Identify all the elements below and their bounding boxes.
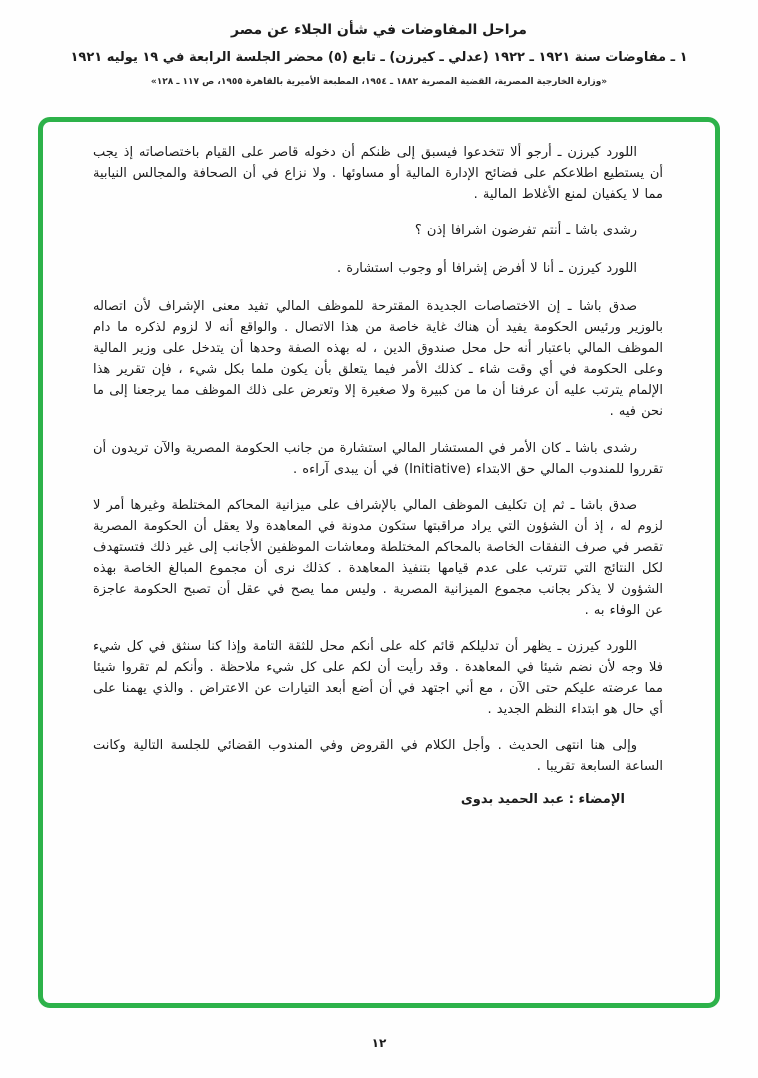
dialogue-paragraph: اللورد كيرزن ـ يظهر أن تدليلكم قائم كله على أنكم محل للثقة التامة وإذا كنا سنثق في كل شيء فلا وجه لأن نضم شيئا في المعاهدة . وقد رأيت أن لكم على كل شيء ملاحظة . وأنكم لم تقروا شيئا مما عرضته عليكم حتى الآن ، مع أني اجتهد في أن أضع أبعد التيارات عن الاعتراض . والذي يهمنا على أي حال هو ابتداء النظم الجديد .	[93, 638, 663, 718]
closing-paragraph: وإلى هنا انتهى الحديث . وأجل الكلام في القروض وفي المندوب القضائي للجلسة التالية وكانت الساعة السابعة تقريبا .	[93, 738, 663, 775]
document-subtitle: ١ ـ مفاوضات سنة ١٩٢١ ـ ١٩٢٢ (عدلي ـ كيرزن) ـ تابع (٥) محضر الجلسة الرابعة في ١٩ يوليه ١٩٢١	[70, 50, 688, 65]
signature-line: الإمضاء : عبد الحميد بدوى	[460, 792, 625, 808]
document-source-citation: «وزارة الخارجية المصرية، القضية المصرية ١٨٨٢ ـ ١٩٥٤، المطبعة الأميرية بالقاهرة ١٩٥٥، ص ١١٧ ـ ١٢٨»	[150, 77, 608, 87]
dialogue-paragraph: رشدى باشا ـ كان الأمر في المستشار المالي استشارة من جانب الحكومة المصرية والآن تريدون أن تقرروا للمندوب المالي حق الابتداء (Initiative) في أن يبدى آراءه .	[93, 440, 663, 477]
highlighted-text-region	[38, 117, 720, 1008]
dialogue-paragraph: صدق باشا ـ ثم إن تكليف الموظف المالي بالإشراف على ميزانية المحاكم المختلطة وغيرها أمر لا لزوم له ، إذ أن الشؤون التي يراد مراقبتها ستكون مدونة في المعاهدة ولا يعقل أن الحكومة المصرية تقصر في صرف النفقات الخاصة بالمحاكم المختلطة ومعاشات الموظفين الأجانب إلى غير ذلك فتستهدف لكل النتائج التي تترتب على عدم قيامها بتنفيذ المعاهدة . كذلك نرى أن مجموع المبالغ الخاصة بهذه الشؤون لا يذكر بجانب مجموع الميزانية المصرية . وليس مما يصح في عقل أن تصبح الحكومة عاجزة عن الوفاء به .	[93, 497, 663, 618]
dialogue-paragraph: رشدى باشا ـ أنتم تفرضون اشرافا إذن ؟	[414, 223, 637, 239]
dialogue-paragraph: اللورد كيرزن ـ أرجو ألا تتخدعوا فيسبق إلى ظنكم أن دخوله قاصر على القيام باختصاصاته إذ يجب أن يستطيع اطلاعكم على فضائح الإدارة المالية أو مساوئها . ولا نزاع في أن الصحافة والمجالس النيابية مما لا يكفيان لمنع الأغلاط المالية .	[93, 145, 663, 203]
dialogue-paragraph: اللورد كيرزن ـ أنا لا أفرض إشرافا أو وجوب استشارة .	[336, 261, 637, 277]
document-header	[0, 0, 758, 87]
page-number: ١٢	[371, 1036, 387, 1050]
dialogue-paragraph: صدق باشا ـ إن الاختصاصات الجديدة المقترحة للموظف المالي تفيد معنى الإشراف لأن اتصاله بالوزير ورئيس الحكومة يفيد أن هناك غاية خاصة من هذا الاتصال . والواقع أنه لا لزوم لذكره ما دام الموظف المالي باعتبار أنه حل محل صندوق الدين ، له بهذه الصفة وحدها أن يتدخل على وزير المالية وعلى الحكومة في أي وقت شاء ـ كذلك الأمر فيما يتعلق بأن يكون ملما بكل شيء ، فإن تقرير هذا الإلمام يترتب عليه أن عرفنا أن ما من كبيرة ولا صغيرة إلا وتعرض على ذلك الموظف مما يرجعنا إلى ما نحن فيه .	[93, 299, 663, 420]
document-title: مراحل المفاوضات في شأن الجلاء عن مصر	[231, 22, 527, 38]
